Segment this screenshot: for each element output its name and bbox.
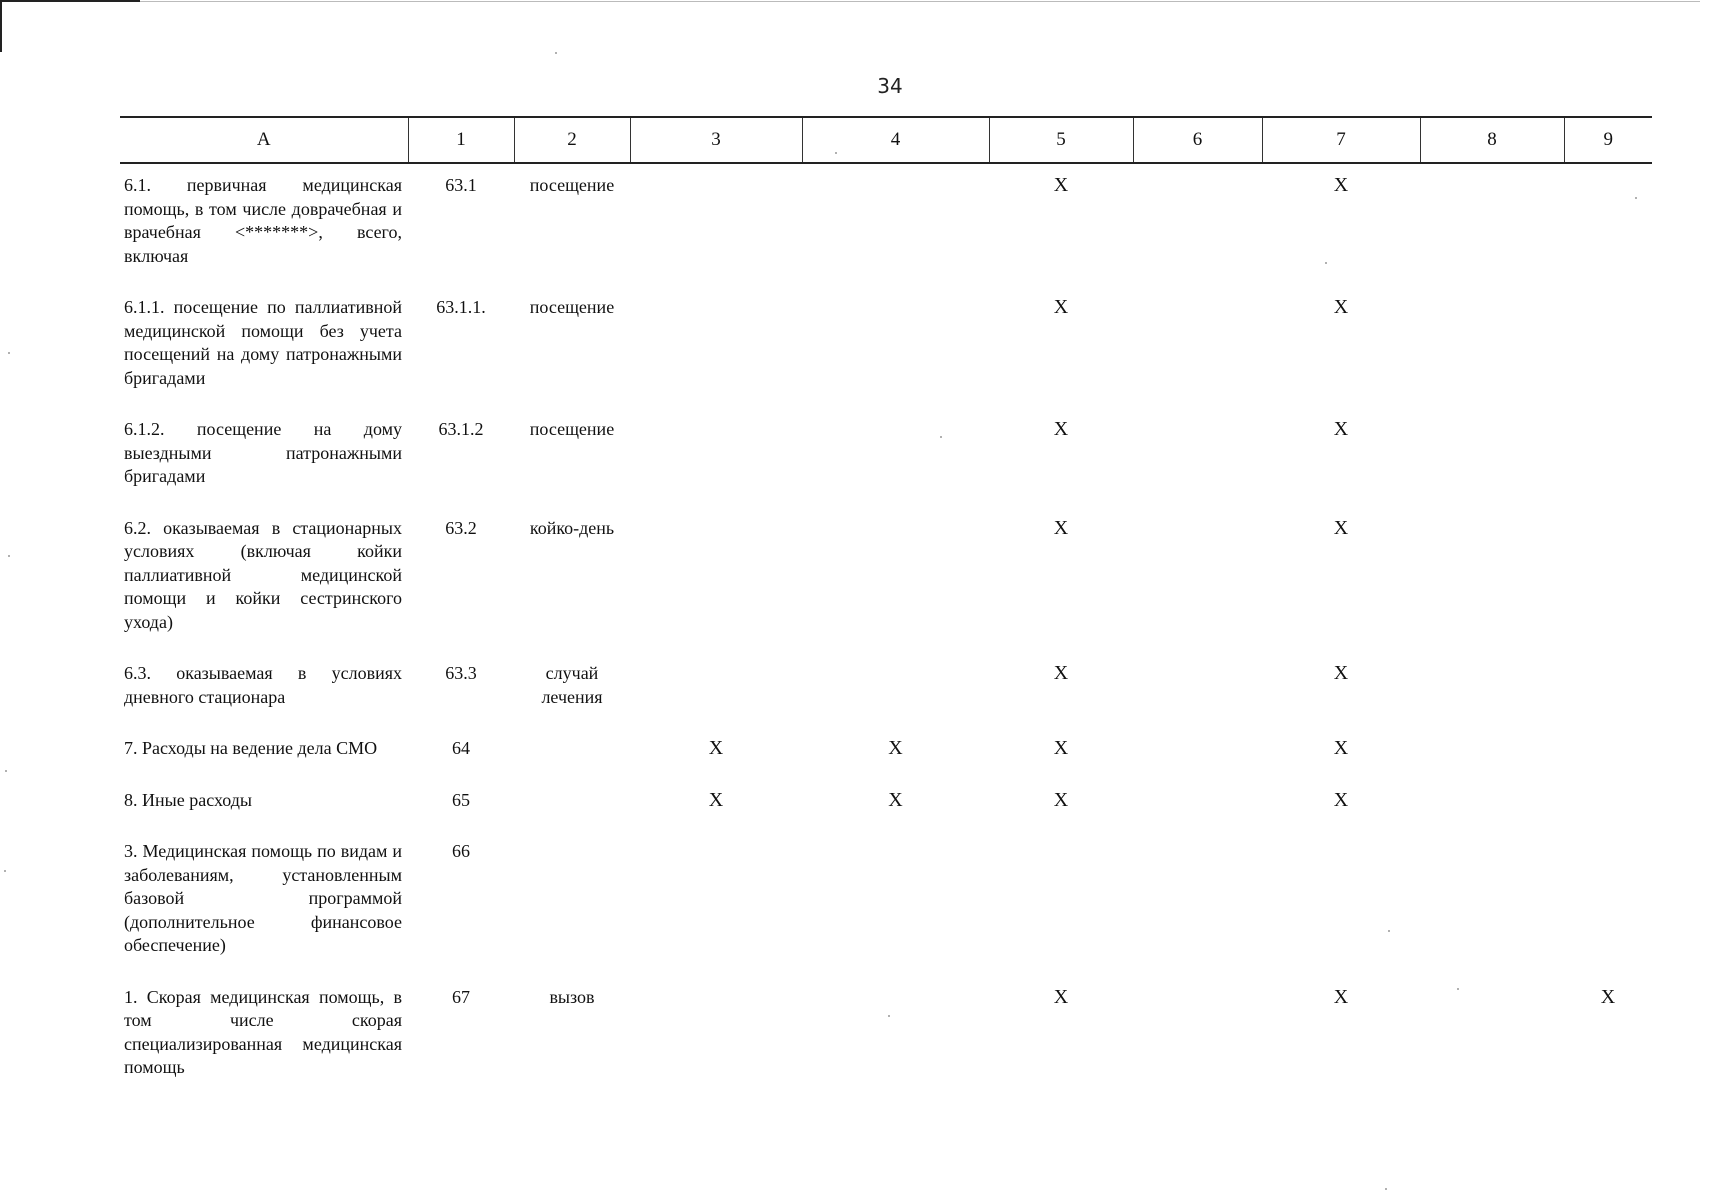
x-mark-cell bbox=[1564, 727, 1652, 779]
table-row bbox=[120, 286, 1652, 408]
x-mark-cell bbox=[802, 163, 989, 286]
row-description: 6.1.1. посещение по паллиативной медицинской помощи без учета посещений на дому патронажными бригадами bbox=[124, 297, 402, 388]
x-mark-cell bbox=[802, 830, 989, 976]
x-mark-cell: X bbox=[888, 788, 903, 811]
x-mark-cell: X bbox=[1053, 788, 1069, 811]
x-mark-cell bbox=[630, 830, 802, 976]
x-mark-cell: X bbox=[1053, 418, 1069, 440]
x-mark-cell bbox=[1420, 976, 1564, 1098]
x-mark-cell bbox=[1564, 286, 1652, 408]
row-unit bbox=[514, 727, 630, 779]
x-mark-cell: X bbox=[1333, 662, 1349, 684]
x-mark-cell bbox=[1133, 976, 1262, 1098]
document-table bbox=[120, 116, 1652, 1098]
x-mark-cell bbox=[1133, 652, 1262, 727]
x-mark-cell: X bbox=[1333, 418, 1349, 440]
row-code: 63.3 bbox=[445, 663, 477, 683]
x-mark-cell bbox=[802, 976, 989, 1098]
x-mark-cell bbox=[1133, 779, 1262, 831]
row-code: 63.1 bbox=[445, 175, 477, 195]
x-mark-cell: X bbox=[1333, 985, 1349, 1008]
x-mark-cell: X bbox=[1333, 516, 1349, 539]
x-mark-cell bbox=[1133, 727, 1262, 779]
page-corner-top-line bbox=[0, 0, 140, 2]
x-mark-cell bbox=[1564, 779, 1652, 831]
x-mark-cell bbox=[1420, 830, 1564, 976]
x-mark-cell bbox=[630, 408, 802, 507]
row-unit: койко-день bbox=[529, 517, 615, 538]
table-row bbox=[120, 727, 1652, 779]
row-description: 7. Расходы на ведение дела СМО bbox=[124, 738, 378, 758]
x-mark-cell bbox=[1420, 727, 1564, 779]
row-code: 64 bbox=[452, 738, 470, 758]
x-mark-cell: X bbox=[1333, 174, 1349, 196]
x-mark-cell bbox=[1420, 507, 1564, 653]
row-code: 65 bbox=[452, 789, 470, 810]
x-mark-cell: X bbox=[1053, 296, 1069, 318]
column-header: 4 bbox=[802, 117, 989, 163]
row-code: 63.1.2 bbox=[438, 419, 484, 439]
row-code: 63.2 bbox=[445, 517, 477, 538]
x-mark-cell bbox=[1564, 408, 1652, 507]
x-mark-cell: X bbox=[1053, 174, 1069, 196]
x-mark-cell: X bbox=[1053, 737, 1069, 759]
x-mark-cell bbox=[1262, 830, 1420, 976]
x-mark-cell bbox=[802, 652, 989, 727]
row-description: 1. Скорая медицинская помощь, в том числе скорая специализированная медицинская помощь bbox=[124, 986, 402, 1077]
x-mark-cell: X bbox=[708, 788, 724, 811]
row-unit: вызов bbox=[549, 986, 595, 1007]
x-mark-cell bbox=[1564, 163, 1652, 286]
x-mark-cell bbox=[1133, 408, 1262, 507]
table-row bbox=[120, 408, 1652, 507]
table-row bbox=[120, 652, 1652, 727]
x-mark-cell: X bbox=[1053, 516, 1069, 539]
row-unit: посещение bbox=[529, 297, 615, 317]
column-header: 9 bbox=[1564, 117, 1652, 163]
column-header: 8 bbox=[1420, 117, 1564, 163]
page-number: 34 bbox=[877, 74, 903, 98]
table-row bbox=[120, 779, 1652, 831]
row-description: 6.1. первичная медицинская помощь, в том числе доврачебная и врачебная <*******>, всего, включая bbox=[124, 175, 402, 266]
table-row bbox=[120, 830, 1652, 976]
x-mark-cell bbox=[1564, 830, 1652, 976]
x-mark-cell: X bbox=[1333, 737, 1349, 759]
x-mark-cell bbox=[1420, 779, 1564, 831]
x-mark-cell: X bbox=[1600, 985, 1616, 1008]
x-mark-cell bbox=[1420, 286, 1564, 408]
row-description: 6.2. оказываемая в стационарных условиях (включая койки паллиативной медицинской помощи и койки сестринского ухода) bbox=[124, 517, 402, 632]
row-description: 6.1.2. посещение на дому выездными патронажными бригадами bbox=[124, 419, 402, 486]
x-mark-cell bbox=[802, 507, 989, 653]
x-mark-cell: X bbox=[1333, 296, 1349, 318]
row-unit: посещение bbox=[529, 175, 615, 195]
x-mark-cell bbox=[630, 976, 802, 1098]
x-mark-cell bbox=[1420, 652, 1564, 727]
x-mark-cell bbox=[802, 286, 989, 408]
row-code: 63.1.1. bbox=[436, 297, 486, 317]
x-mark-cell: X bbox=[1053, 662, 1069, 684]
x-mark-cell bbox=[1564, 652, 1652, 727]
x-mark-cell bbox=[1133, 286, 1262, 408]
x-mark-cell bbox=[630, 286, 802, 408]
x-mark-cell bbox=[1133, 163, 1262, 286]
column-header: 1 bbox=[408, 117, 514, 163]
x-mark-cell bbox=[989, 830, 1133, 976]
row-unit: случай лечения bbox=[541, 663, 603, 707]
table-body bbox=[120, 163, 1652, 1098]
column-header: 7 bbox=[1262, 117, 1420, 163]
row-code: 67 bbox=[452, 986, 470, 1007]
x-mark-cell bbox=[1133, 830, 1262, 976]
table-row bbox=[120, 976, 1652, 1098]
x-mark-cell bbox=[1133, 507, 1262, 653]
column-header: А bbox=[120, 117, 408, 163]
row-unit: посещение bbox=[529, 419, 615, 439]
x-mark-cell bbox=[1420, 408, 1564, 507]
row-description: 3. Медицинская помощь по видам и заболеваниям, установленным базовой программой (дополнительное финансовое обеспечение) bbox=[124, 841, 402, 955]
x-mark-cell bbox=[630, 163, 802, 286]
table-header-row bbox=[120, 117, 1652, 163]
x-mark-cell: X bbox=[888, 737, 903, 759]
page-corner-left-line bbox=[0, 0, 2, 52]
x-mark-cell bbox=[630, 507, 802, 653]
row-unit bbox=[514, 830, 630, 976]
x-mark-cell bbox=[630, 652, 802, 727]
page-top-edge bbox=[140, 1, 1700, 2]
row-description: 6.3. оказываемая в условиях дневного стационара bbox=[124, 663, 402, 707]
x-mark-cell: X bbox=[708, 737, 724, 759]
x-mark-cell bbox=[1420, 163, 1564, 286]
column-header: 2 bbox=[514, 117, 630, 163]
x-mark-cell bbox=[1564, 507, 1652, 653]
table-row bbox=[120, 507, 1652, 653]
column-header: 3 bbox=[630, 117, 802, 163]
row-description: 8. Иные расходы bbox=[124, 789, 253, 810]
column-header: 5 bbox=[989, 117, 1133, 163]
x-mark-cell: X bbox=[1333, 788, 1349, 811]
row-unit bbox=[514, 779, 630, 831]
column-header: 6 bbox=[1133, 117, 1262, 163]
row-code: 66 bbox=[452, 841, 470, 861]
x-mark-cell: X bbox=[1053, 985, 1069, 1008]
table-row bbox=[120, 163, 1652, 286]
x-mark-cell bbox=[802, 408, 989, 507]
